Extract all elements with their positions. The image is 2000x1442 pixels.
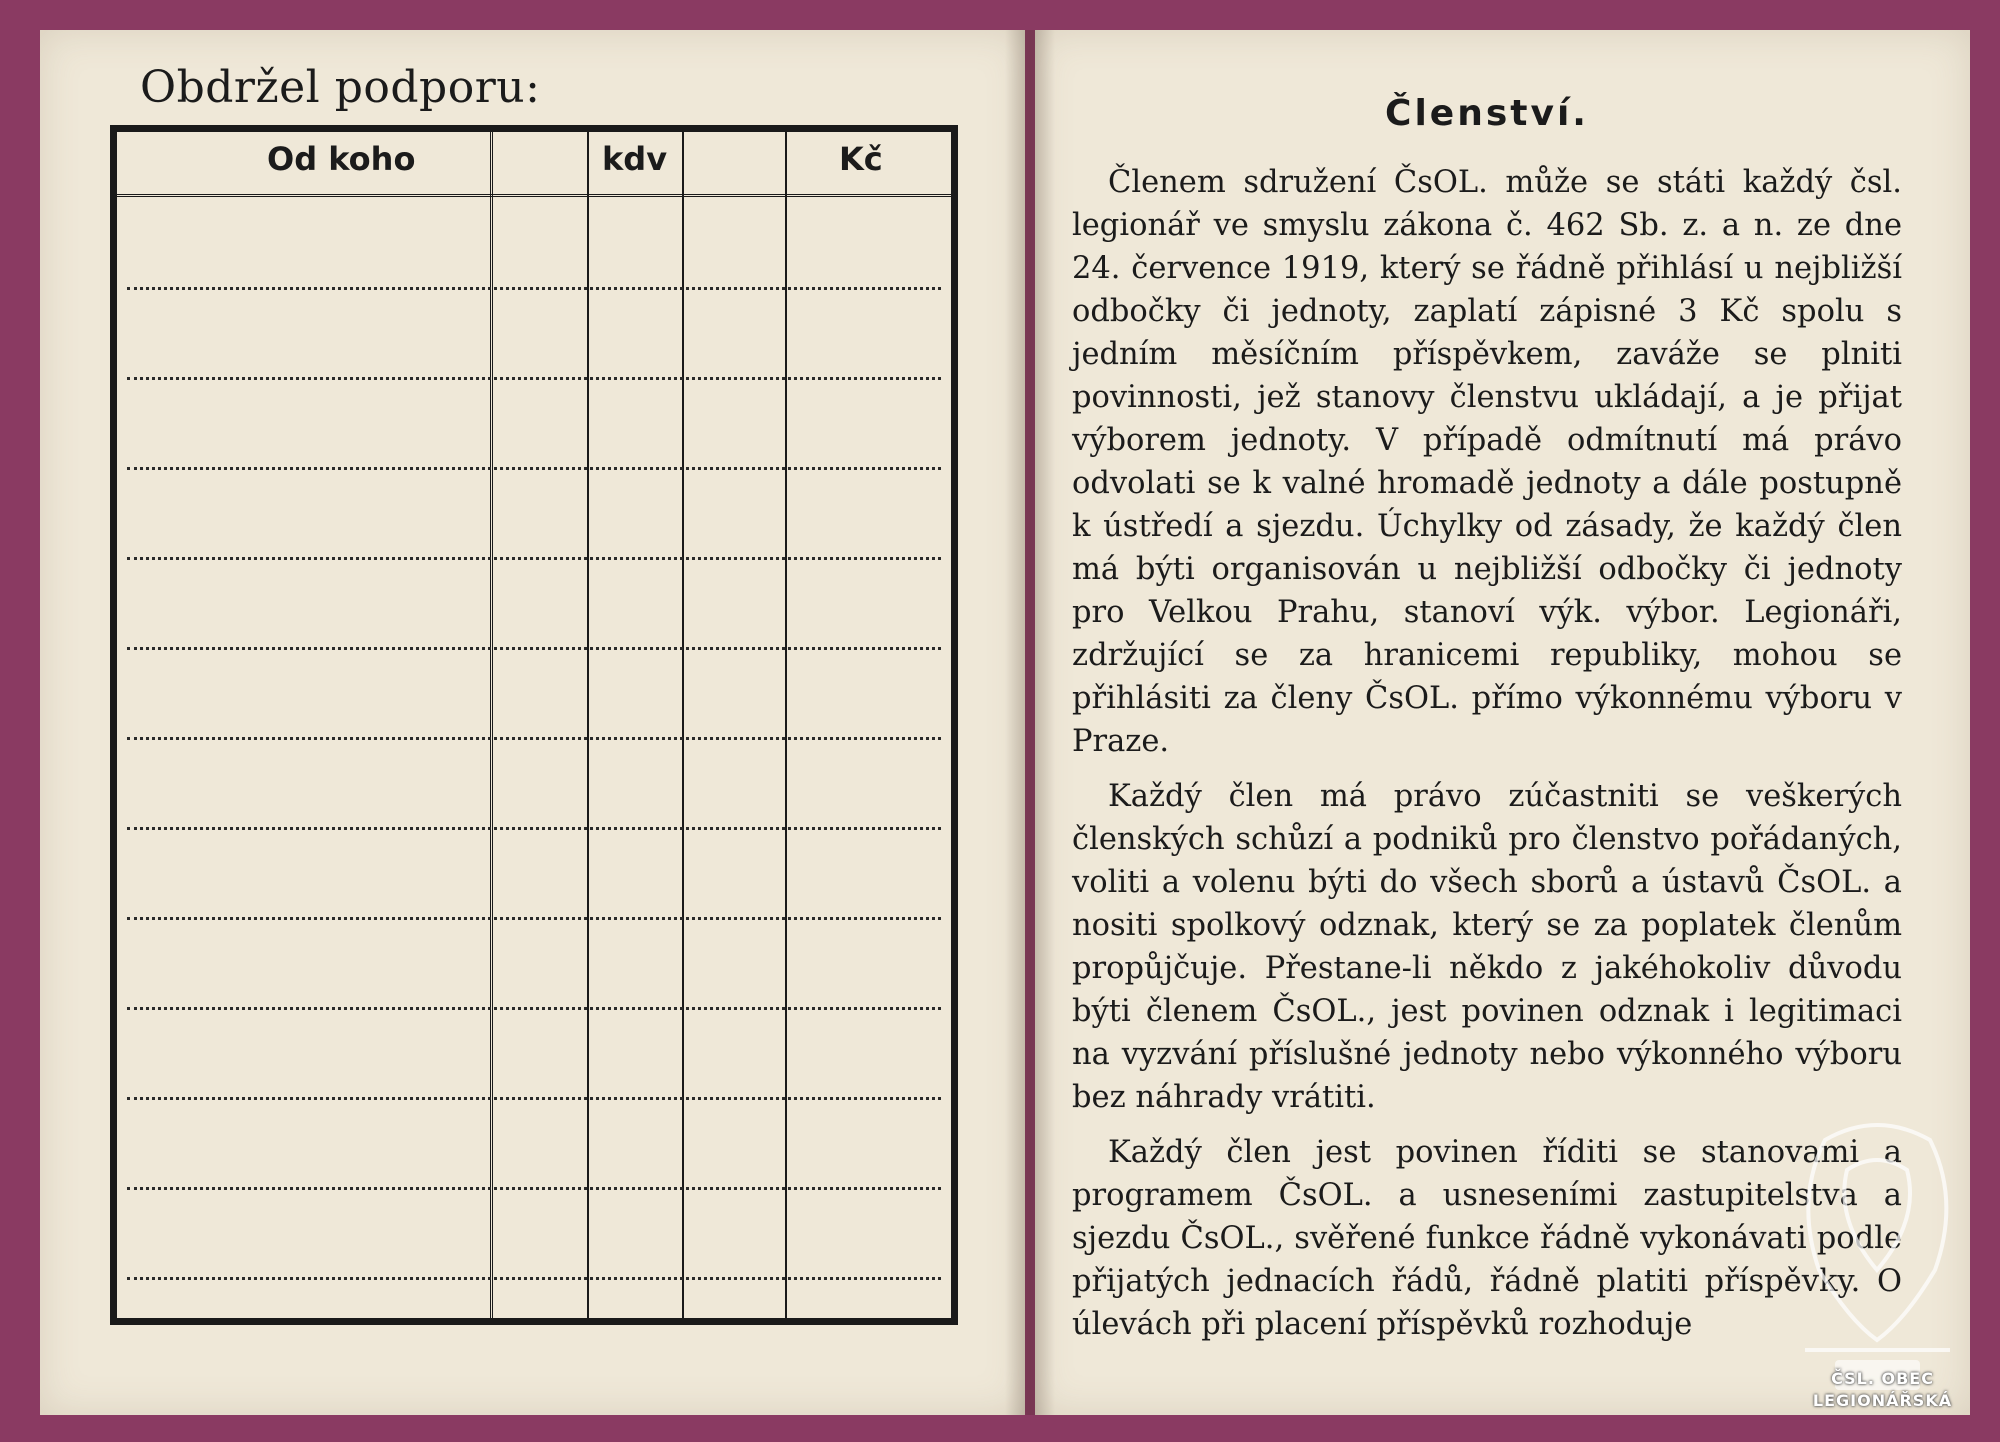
ledger-row-line xyxy=(127,1187,941,1190)
watermark-line-1: ČSL. OBEC xyxy=(1831,1369,1934,1388)
ledger-rows xyxy=(127,232,941,1308)
ledger-row-line xyxy=(127,917,941,920)
membership-paragraph: Každý člen jest povinen říditi se stanovami a programem ČsOL. a usneseními zastupitelstva a sjezdu ČsOL., svěřené funkce řádně vykonávati podle přijatých jednacích řádů, řádně platiti příspěvky. O úlevách při placení příspěvků rozhoduje xyxy=(1072,1135,1902,1342)
membership-text xyxy=(1072,80,1902,1358)
ledger-row-line xyxy=(127,1277,941,1280)
membership-title: Členství. xyxy=(1385,93,1589,134)
header-when: kdv xyxy=(602,140,668,178)
ledger-row-line xyxy=(127,1097,941,1100)
ledger-row-line xyxy=(127,737,941,740)
watermark-line-2: LEGIONÁŘSKÁ xyxy=(1812,1391,1953,1410)
ledger-row-line xyxy=(127,557,941,560)
ledger-row-line xyxy=(127,467,941,470)
header-amount: Kč xyxy=(839,140,883,178)
book-gutter xyxy=(1005,30,1055,1415)
membership-paragraph: Členem sdružení ČsOL. může se státi každý čsl. legionář ve smyslu zákona č. 462 Sb. z. a n. ze dne 24. července 1919, který se řádně přihlásí u nejbližší odbočky či jednoty, zaplatí zápisné 3 Kč spolu s jedním měsíčním příspěvkem, zaváže se plniti povinnosti, jež stanovy členstvu ukládají, a je přijat výborem jednoty. V případě odmítnutí má právo odvolati se k valné hromadě jednoty a dále postupně k ústředí a sjezdu. Úchylky od zásady, že každý člen má býti organisován u nejbližší odbočky či jednoty pro Velkou Prahu, stanoví výk. výbor. Legionáři, zdržující se za hranicemi republiky, mohou se přihlásiti za členy ČsOL. přímo výkonnému výboru v Praze. xyxy=(1072,165,1902,759)
header-from-whom: Od koho xyxy=(267,140,416,178)
ledger-row-line xyxy=(127,827,941,830)
ledger-row-line xyxy=(127,377,941,380)
header-divider xyxy=(117,194,951,197)
support-ledger-table xyxy=(110,125,958,1325)
ledger-title: Obdržel podporu: xyxy=(140,62,541,113)
ledger-row-line xyxy=(127,287,941,290)
ledger-row-line xyxy=(127,1007,941,1010)
watermark-text xyxy=(1790,1368,1975,1412)
ledger-row-line xyxy=(127,647,941,650)
membership-paragraph: Každý člen má právo zúčastniti se veškerých členských schůzí a podniků pro členstvo pořádaných, voliti a volenu býti do všech sborů a ústavů ČsOL. a nositi spolkový odznak, který se za poplatek členům propůjčuje. Přestane-li někdo z jakéhokoliv důvodu býti členem ČsOL., jest povinen odznak i legitimaci na vyzvání příslušné jednoty nebo výkonného výboru bez náhrady vrátiti. xyxy=(1072,779,1902,1115)
